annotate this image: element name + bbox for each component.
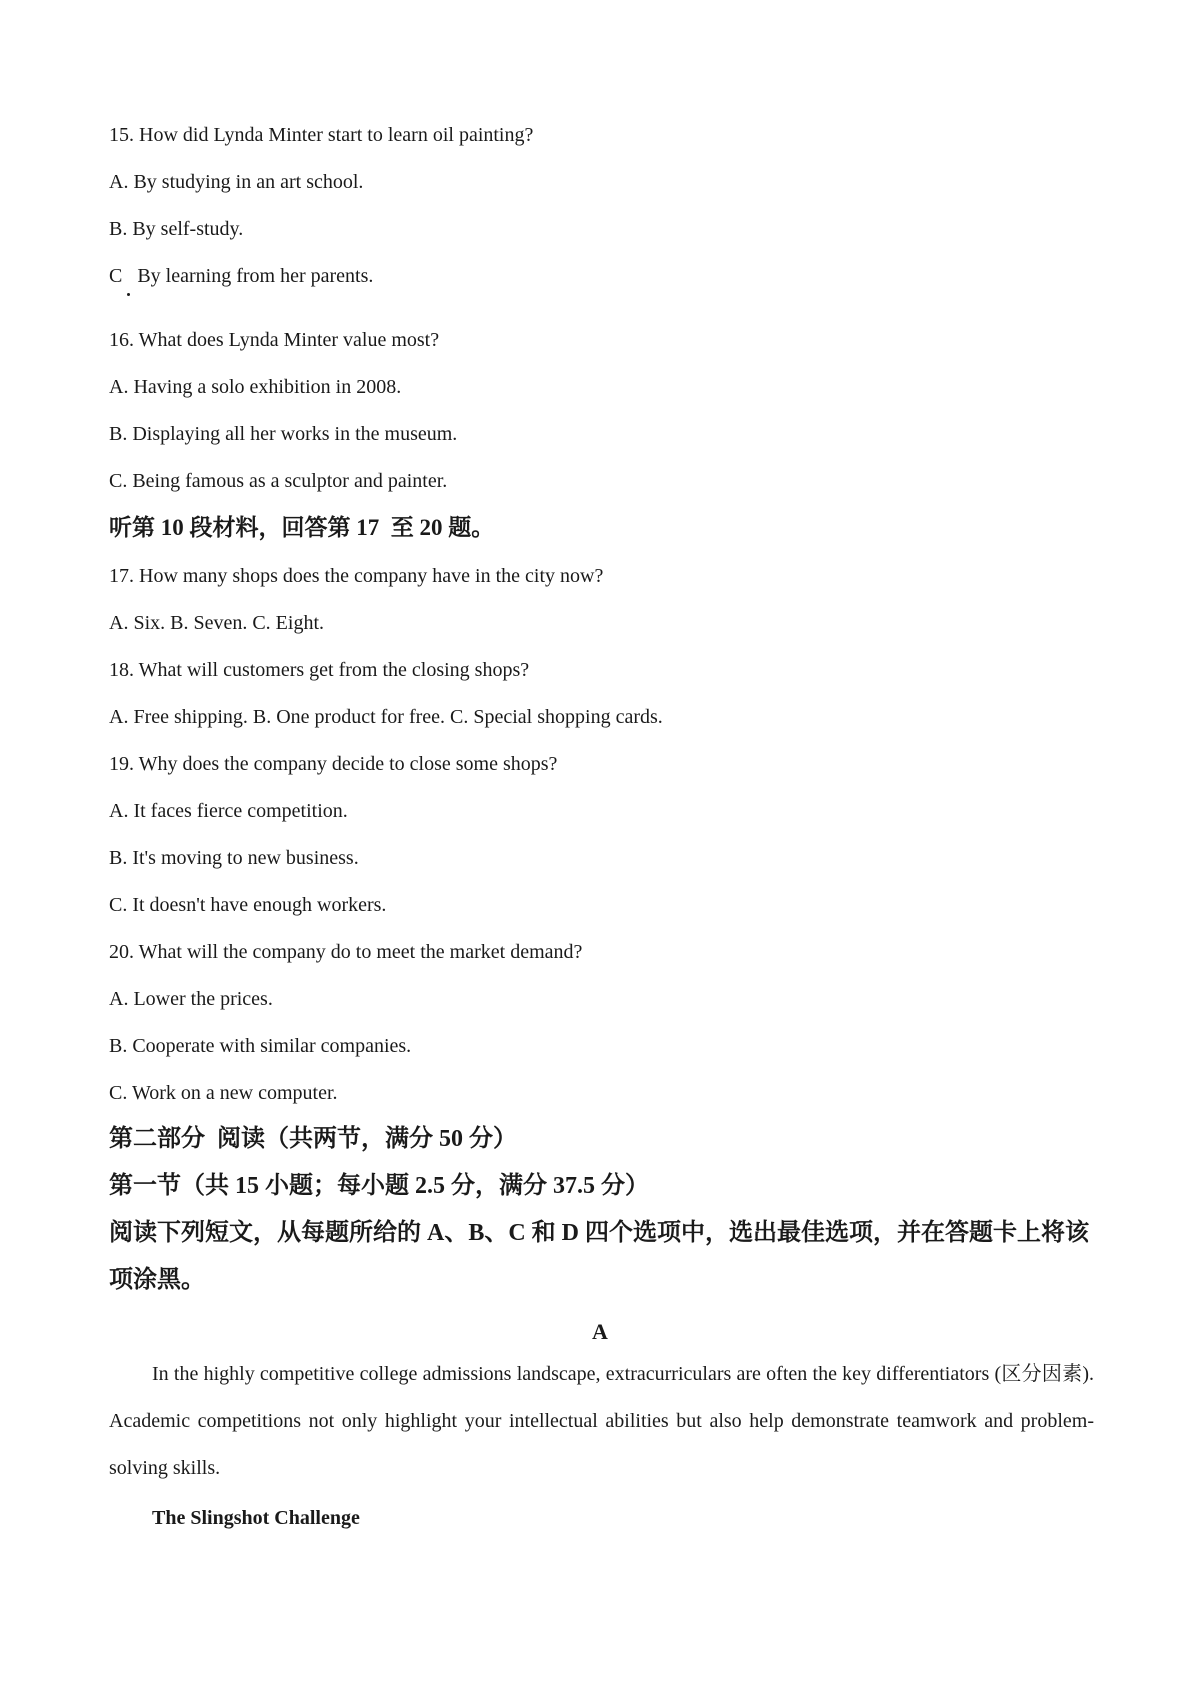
q15-option-b: B. By self-study. xyxy=(109,218,244,240)
q19-question: 19. Why does the company decide to close some shops? xyxy=(109,753,558,775)
q15-question: 15. How did Lynda Minter start to learn oil painting? xyxy=(109,124,534,146)
part-two-title: 第二部分 阅读（共两节，满分 50 分） xyxy=(109,1126,517,1152)
section-one-title: 第一节（共 15 小题；每小题 2.5 分，满分 37.5 分） xyxy=(109,1173,649,1199)
q20-question: 20. What will the company do to meet the market demand? xyxy=(109,941,583,963)
q16-question: 16. What does Lynda Minter value most? xyxy=(109,329,440,351)
section10-instruction: 听第 10 段材料，回答第 17 至 20 题。 xyxy=(109,515,495,540)
q19-option-c: C. It doesn't have enough workers. xyxy=(109,894,387,916)
q15-option-c: C By learning from her parents. xyxy=(109,265,374,287)
q18-question: 18. What will customers get from the closing shops? xyxy=(109,659,530,681)
q20-option-a: A. Lower the prices. xyxy=(109,988,273,1010)
passage-label: A xyxy=(592,1319,608,1344)
q19-option-a: A. It faces fierce competition. xyxy=(109,800,348,822)
q16-option-b: B. Displaying all her works in the museum. xyxy=(109,423,458,445)
q20-option-b: B. Cooperate with similar companies. xyxy=(109,1035,412,1057)
reading-instruction-line1: 阅读下列短文，从每题所给的 A、B、C 和 D 四个选项中，选出最佳选项，并在答题卡上将该 xyxy=(109,1220,1090,1246)
q15-option-a: A. By studying in an art school. xyxy=(109,171,364,193)
stray-dot-mark xyxy=(127,293,130,296)
q18-options: A. Free shipping. B. One product for free. C. Special shopping cards. xyxy=(109,706,663,728)
q17-question: 17. How many shops does the company have in the city now? xyxy=(109,565,604,587)
q19-option-b: B. It's moving to new business. xyxy=(109,847,359,869)
passage-subheading: The Slingshot Challenge xyxy=(152,1507,360,1529)
passage-intro-paragraph: In the highly competitive college admissions landscape, extracurriculars are often the key differentiators (区分因素). Academic competitions not only highlight your intellectual abilities but also help demonstrate teamwork and problem-solving skills. xyxy=(109,1363,1094,1479)
q20-option-c: C. Work on a new computer. xyxy=(109,1082,338,1104)
q16-option-a: A. Having a solo exhibition in 2008. xyxy=(109,376,402,398)
reading-instruction-line2: 项涂黑。 xyxy=(109,1267,205,1293)
q17-options: A. Six. B. Seven. C. Eight. xyxy=(109,612,325,634)
q16-option-c: C. Being famous as a sculptor and painter. xyxy=(109,470,448,492)
